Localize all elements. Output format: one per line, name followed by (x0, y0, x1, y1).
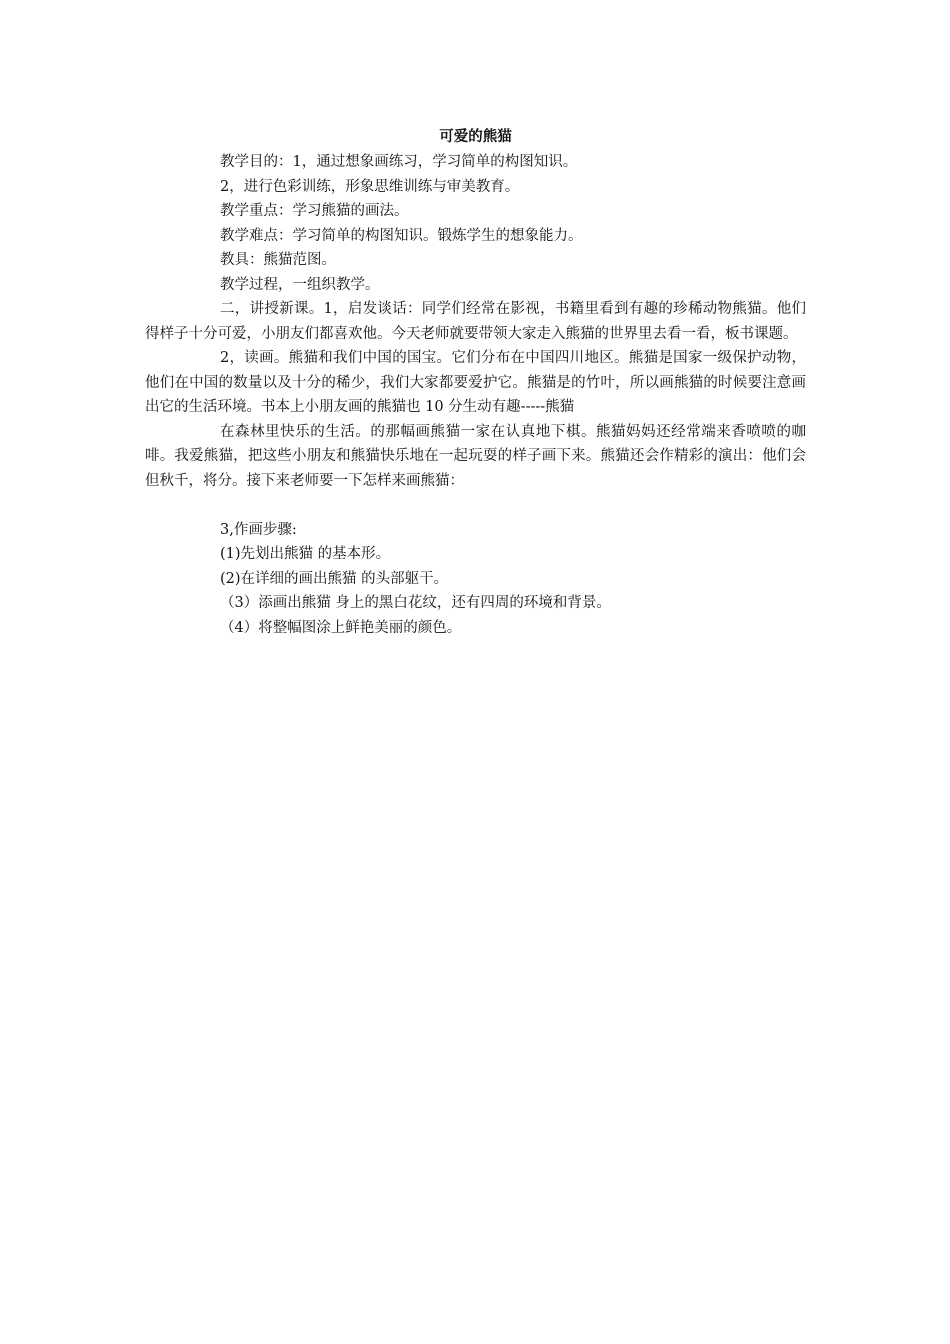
goal-2-paragraph: 2，进行色彩训练，形象思维训练与审美教育。 (220, 178, 520, 195)
step-2-item: (2)在详细的画出熊猫 的头部躯干。 (220, 570, 449, 587)
difficulty-paragraph: 教学难点：学习简单的构图知识。锻炼学生的想象能力。 (220, 227, 583, 244)
document-title: 可爱的熊猫 (439, 128, 512, 145)
step-4-item: （4）将整幅图涂上鲜艳美丽的颜色。 (220, 619, 462, 636)
document-body (145, 124, 806, 640)
step-1-item: (1)先划出熊猫 的基本形。 (220, 546, 391, 562)
new-lesson-paragraph: 二，讲授新课。1，启发谈话：同学们经常在影视，书籍里看到有趣的珍稀动物熊猫。他们得样子十分可爱，小朋友们都喜欢他。今天老师就要带领大家走入熊猫的世界里去看一看，板书课题。 (145, 301, 806, 342)
read-picture-paragraph: 2，读画。熊猫和我们中国的国宝。它们分布在中国四川地区。熊猫是国家一级保护动物，他们在中国的数量以及十分的稀少，我们大家都要爱护它。熊猫是的竹叶，所以画熊猫的时候要注意画出它的生活环境。书本上小朋友画的熊猫也 10 分生动有趣-----熊猫 (145, 350, 806, 415)
forest-life-paragraph: 在森林里快乐的生活。的那幅画熊猫一家在认真地下棋。熊猫妈妈还经常端来香喷喷的咖啡。我爱熊猫，把这些小朋友和熊猫快乐地在一起玩耍的样子画下来。熊猫还会作精彩的演出：他们会但秋千，将分。接下来老师要一下怎样来画熊猫： (145, 423, 806, 489)
tools-paragraph: 教具：熊猫范图。 (220, 252, 336, 268)
blank-line (145, 493, 806, 518)
steps-heading: 3,作画步骤: (220, 521, 297, 538)
step-3-item: （3）添画出熊猫 身上的黑白花纹，还有四周的环境和背景。 (220, 595, 611, 611)
process-paragraph: 教学过程，一组织教学。 (220, 276, 380, 293)
key-point-paragraph: 教学重点：学习熊猫的画法。 (220, 203, 409, 219)
goal-1-paragraph: 教学目的：1，通过想象画练习，学习简单的构图知识。 (220, 154, 578, 170)
